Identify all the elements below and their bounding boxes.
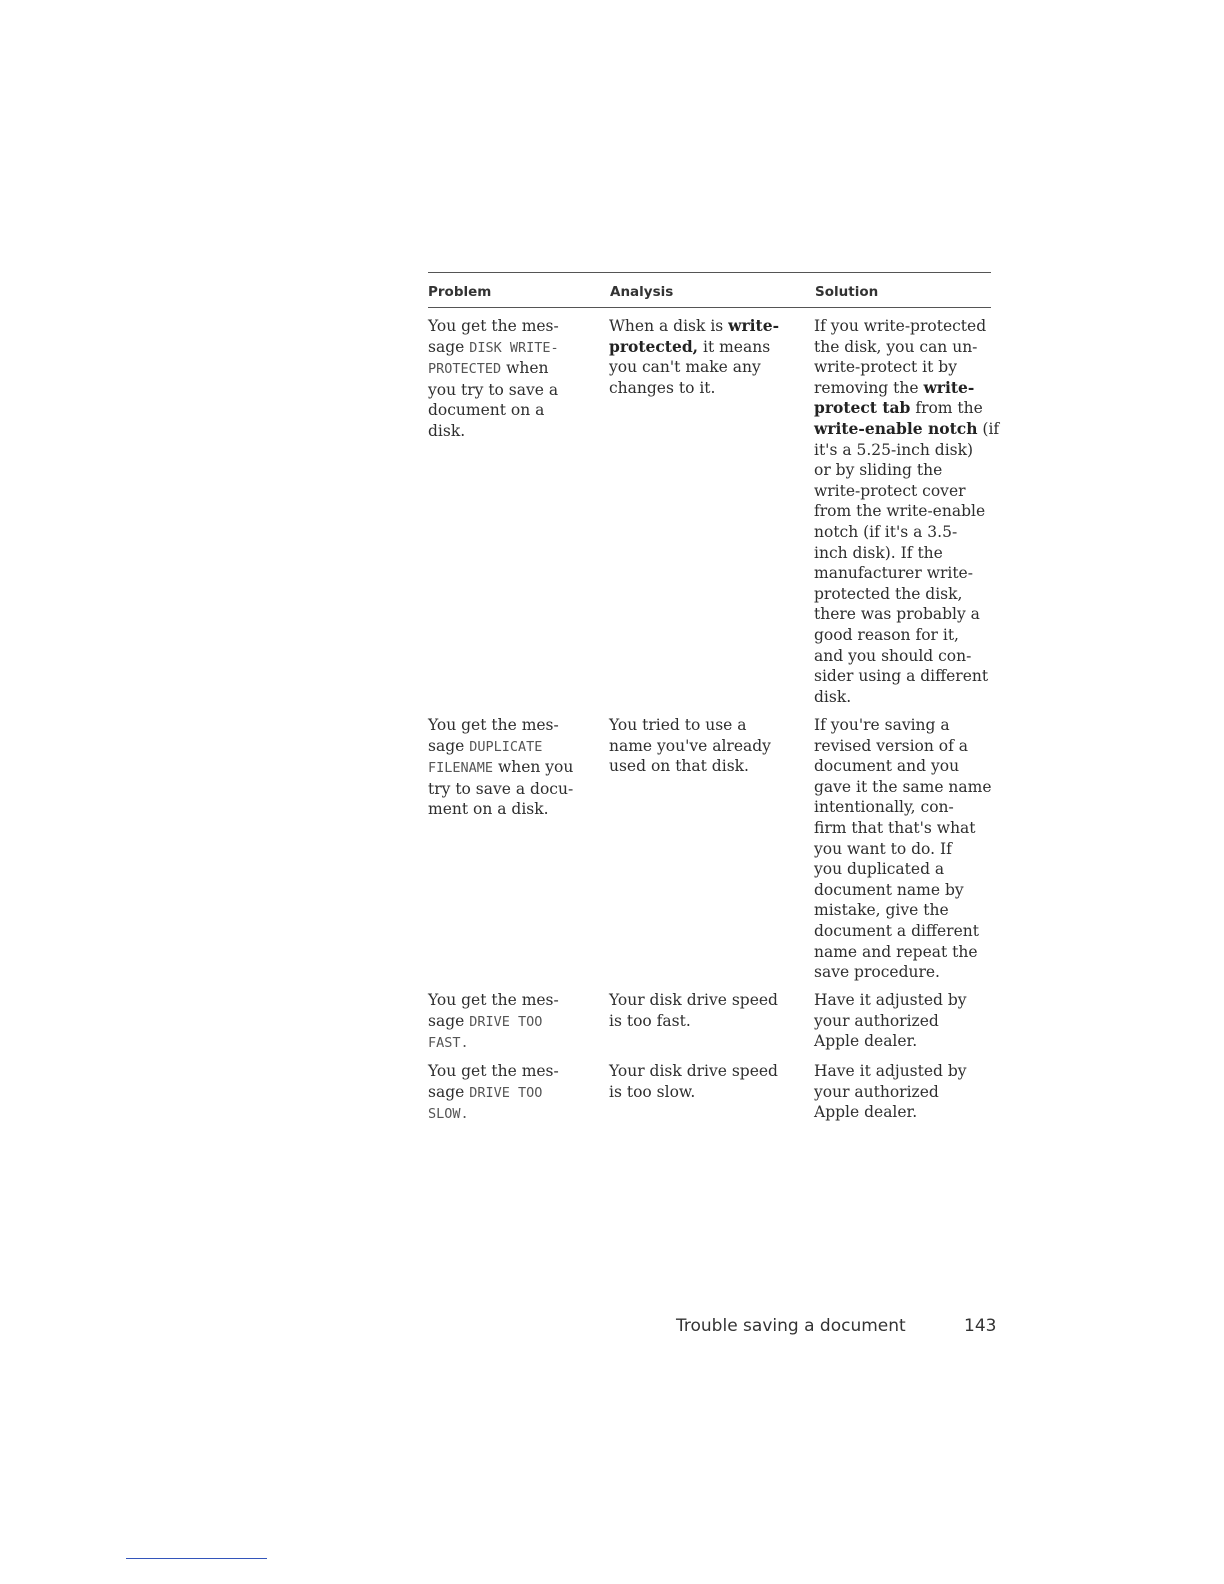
glossary-term: protect tab xyxy=(814,398,911,418)
body-text: Your disk drive speed xyxy=(609,1062,778,1080)
cell-line xyxy=(428,1032,598,1054)
cell-line xyxy=(814,942,991,963)
cell-problem xyxy=(428,715,598,820)
body-text: when xyxy=(501,359,549,378)
table-header-rule xyxy=(428,307,991,308)
body-text: Have it adjusted by xyxy=(814,991,967,1009)
cell-line xyxy=(609,1082,799,1103)
cell-line xyxy=(814,777,991,798)
cell-problem xyxy=(428,316,598,442)
cell-line xyxy=(814,563,991,584)
message-text: DISK WRITE- xyxy=(469,339,559,356)
body-text: the disk, you can un- xyxy=(814,337,978,356)
body-text: You get the mes- xyxy=(428,716,559,734)
header-problem: Problem xyxy=(428,284,492,300)
glossary-term: write- xyxy=(728,316,780,335)
cell-line xyxy=(609,316,799,337)
body-text: you can't make any xyxy=(609,358,761,377)
body-text: name and repeat the xyxy=(814,942,978,961)
cell-line xyxy=(814,859,991,880)
cell-line xyxy=(609,715,799,736)
body-text: You get the mes- xyxy=(428,317,559,335)
cell-line xyxy=(814,797,991,818)
body-text: try to save a docu- xyxy=(428,779,574,798)
cell-line xyxy=(814,756,991,777)
body-text: there was probably a xyxy=(814,605,980,624)
cell-line xyxy=(814,962,991,983)
body-text: it's a 5.25-inch disk) xyxy=(814,440,974,459)
body-text: notch (if it's a 3.5- xyxy=(814,522,958,541)
body-text: (if xyxy=(977,419,1000,438)
cell-line xyxy=(428,1061,598,1082)
cell-line xyxy=(428,400,598,421)
cell-analysis xyxy=(609,1061,799,1102)
header-analysis: Analysis xyxy=(610,284,674,300)
body-text: document a different xyxy=(814,921,979,940)
body-text: Have it adjusted by xyxy=(814,1062,967,1080)
body-text: firm that that's what xyxy=(814,818,976,837)
cell-line xyxy=(609,378,799,399)
cell-line xyxy=(814,839,991,860)
scan-edge-rule xyxy=(126,1558,267,1559)
body-text: When a disk is xyxy=(609,317,729,335)
body-text: inch disk). If the xyxy=(814,543,943,562)
body-text: sage xyxy=(428,736,470,755)
cell-line xyxy=(814,1082,991,1103)
cell-line xyxy=(428,757,598,779)
troubleshooting-table xyxy=(428,272,1000,1123)
message-text: DRIVE TOO xyxy=(469,1013,543,1030)
cell-line xyxy=(609,736,799,757)
cell-line xyxy=(609,756,799,777)
cell-solution xyxy=(814,1061,991,1123)
body-text: sider using a different xyxy=(814,667,989,686)
cell-line xyxy=(428,421,598,442)
cell-line xyxy=(814,625,991,646)
cell-line xyxy=(609,337,799,358)
body-text: You tried to use a xyxy=(609,716,747,734)
body-text: disk. xyxy=(814,687,852,706)
cell-line xyxy=(814,418,1000,440)
cell-line xyxy=(814,921,991,942)
cell-line xyxy=(814,378,991,399)
body-text: changes to it. xyxy=(609,378,716,397)
table-header-row xyxy=(428,273,991,307)
cell-line xyxy=(814,818,991,839)
cell-line xyxy=(814,880,991,901)
body-text: you want to do. If xyxy=(814,839,952,858)
cell-line xyxy=(428,799,598,820)
body-text: mistake, give the xyxy=(814,901,949,920)
message-text: DRIVE TOO xyxy=(469,1084,543,1101)
body-text: name you've already xyxy=(609,736,771,755)
message-text: FILENAME xyxy=(428,760,494,777)
body-text: intentionally, con- xyxy=(814,798,954,817)
cell-line xyxy=(814,543,991,564)
cell-line xyxy=(609,357,799,378)
body-text: your authorized xyxy=(814,1082,939,1101)
cell-solution xyxy=(814,316,1000,707)
cell-line xyxy=(814,990,991,1011)
cell-line xyxy=(814,646,991,667)
cell-line xyxy=(814,522,991,543)
body-text: good reason for it, xyxy=(814,625,959,644)
body-text: document on a xyxy=(428,401,545,420)
body-text: Apple dealer. xyxy=(814,1032,918,1051)
body-text: If you're saving a xyxy=(814,716,950,734)
cell-line xyxy=(609,1011,799,1032)
body-text: you try to save a xyxy=(428,380,559,399)
body-text: If you write-protected xyxy=(814,317,987,335)
cell-line xyxy=(428,779,598,800)
cell-line xyxy=(814,440,991,461)
cell-line xyxy=(609,990,799,1011)
cell-line xyxy=(814,357,991,378)
cell-line xyxy=(814,398,991,419)
body-text: document name by xyxy=(814,880,964,899)
cell-line xyxy=(428,736,598,758)
body-text: You get the mes- xyxy=(428,991,559,1009)
body-text: when you xyxy=(493,758,574,777)
body-text: Apple dealer. xyxy=(814,1103,918,1122)
message-text: FAST. xyxy=(428,1035,469,1052)
cell-line xyxy=(609,1061,799,1082)
cell-line xyxy=(814,687,991,708)
cell-line xyxy=(814,481,991,502)
cell-line xyxy=(428,358,598,380)
body-text: it means xyxy=(698,337,771,356)
cell-line xyxy=(814,666,991,687)
message-text: DUPLICATE xyxy=(469,738,543,755)
cell-line xyxy=(428,1103,598,1125)
body-text: is too slow. xyxy=(609,1082,696,1101)
cell-analysis xyxy=(609,990,799,1031)
body-text: from the xyxy=(910,399,983,418)
body-text: sage xyxy=(428,1082,470,1101)
cell-line xyxy=(814,736,991,757)
cell-line xyxy=(814,337,991,358)
cell-line xyxy=(814,584,991,605)
page-number: 143 xyxy=(964,1316,997,1336)
body-text: write-protect it by xyxy=(814,358,957,377)
body-text: protected the disk, xyxy=(814,584,963,603)
cell-line xyxy=(428,990,598,1011)
body-text: sage xyxy=(428,1011,470,1030)
cell-line xyxy=(814,1011,991,1032)
body-text: from the write-enable xyxy=(814,502,986,521)
cell-problem xyxy=(428,990,598,1054)
message-text: SLOW. xyxy=(428,1106,469,1123)
body-text: used on that disk. xyxy=(609,757,749,776)
cell-line xyxy=(814,501,991,522)
body-text: document and you xyxy=(814,757,960,776)
cell-line xyxy=(814,900,991,921)
cell-solution xyxy=(814,990,991,1052)
cell-line xyxy=(428,380,598,401)
header-solution: Solution xyxy=(815,284,879,300)
cell-line xyxy=(814,316,991,337)
body-text: disk. xyxy=(428,421,466,440)
glossary-term: write-enable notch xyxy=(814,418,978,438)
cell-line xyxy=(428,1011,598,1033)
cell-line xyxy=(814,1031,991,1052)
body-text: is too fast. xyxy=(609,1011,691,1030)
cell-line xyxy=(814,715,991,736)
body-text: save procedure. xyxy=(814,963,940,982)
body-text: or by sliding the xyxy=(814,461,943,480)
body-text: write-protect cover xyxy=(814,481,966,500)
cell-analysis xyxy=(609,715,799,777)
cell-line xyxy=(814,1102,991,1123)
message-text: PROTECTED xyxy=(428,361,502,378)
body-text: sage xyxy=(428,337,470,356)
cell-analysis xyxy=(609,316,799,398)
glossary-term: write- xyxy=(923,377,975,397)
cell-line xyxy=(814,1061,991,1082)
cell-line xyxy=(428,316,598,337)
cell-line xyxy=(814,604,991,625)
body-text: gave it the same name xyxy=(814,777,992,796)
glossary-term: protected, xyxy=(609,336,699,356)
cell-line xyxy=(428,715,598,736)
body-text: manufacturer write- xyxy=(814,564,973,583)
body-text: your authorized xyxy=(814,1011,939,1030)
cell-problem xyxy=(428,1061,598,1125)
running-footer-title: Trouble saving a document xyxy=(676,1316,906,1336)
cell-line xyxy=(814,460,991,481)
cell-solution xyxy=(814,715,991,983)
body-text: you duplicated a xyxy=(814,860,945,879)
body-text: Your disk drive speed xyxy=(609,991,778,1009)
cell-line xyxy=(428,337,598,359)
body-text: ment on a disk. xyxy=(428,800,549,819)
cell-line xyxy=(428,1082,598,1104)
body-text: and you should con- xyxy=(814,646,972,665)
body-text: removing the xyxy=(814,378,924,397)
body-text: revised version of a xyxy=(814,736,969,755)
body-text: You get the mes- xyxy=(428,1062,559,1080)
